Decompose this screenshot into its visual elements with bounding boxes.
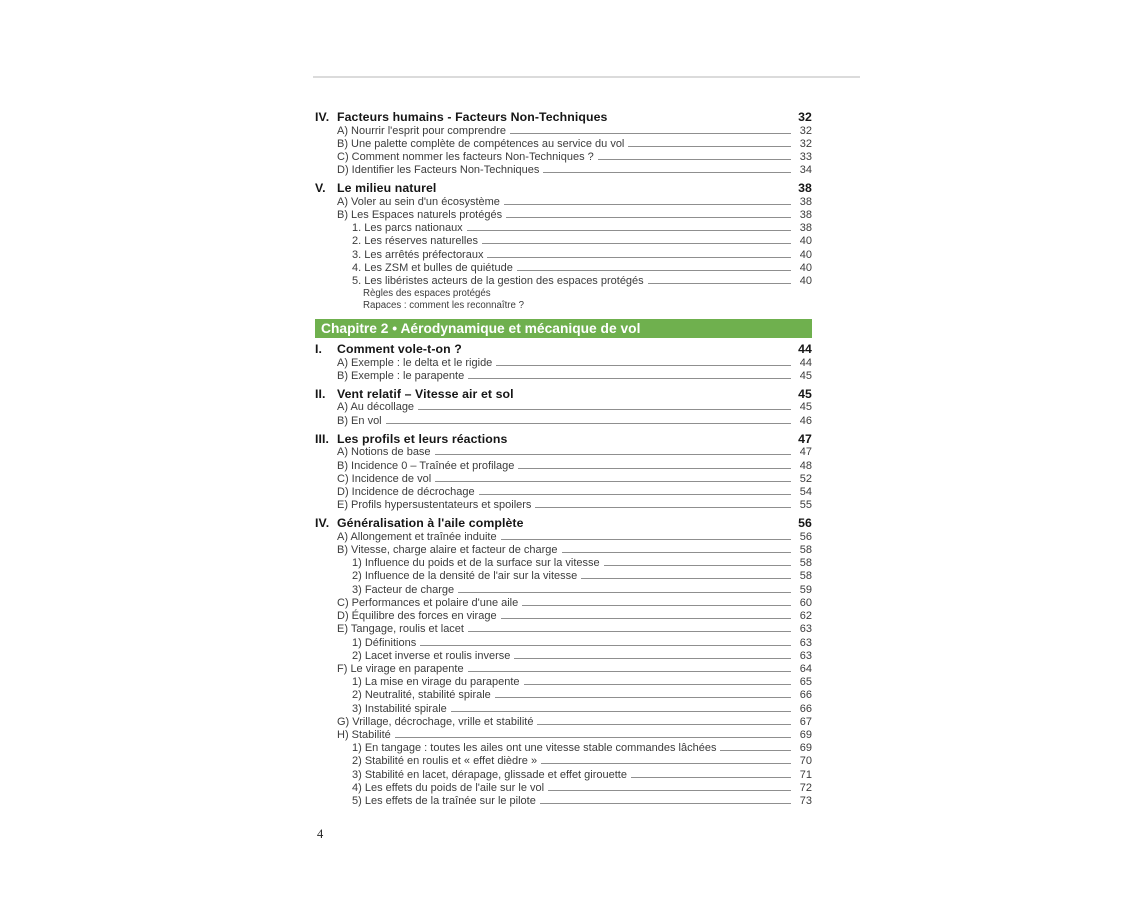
leader-line: [517, 270, 791, 271]
entry-page-number: 32: [799, 137, 812, 150]
toc-section-heading: [315, 387, 812, 402]
toc-entry: [315, 138, 812, 151]
entry-title: A) Notions de base: [337, 446, 431, 459]
section-numeral: IV.: [315, 516, 330, 531]
entry-page-number: 62: [799, 610, 812, 623]
entry-title: 3) Instabilité spirale: [352, 702, 447, 715]
section-title: Le milieu naturel: [337, 181, 437, 196]
entry-title: A) Exemple : le delta et le rigide: [337, 356, 493, 369]
leader-line: [604, 565, 791, 566]
leader-line: [468, 378, 791, 379]
section-title: Généralisation à l'aile complète: [337, 516, 524, 531]
toc-entry: [315, 235, 812, 248]
entry-page-number: 66: [799, 702, 812, 715]
entry-page-number: 40: [799, 261, 812, 274]
entry-title: B) Vitesse, charge alaire et facteur de charge: [337, 544, 558, 557]
leader-line: [543, 172, 791, 173]
entry-title: 1) Influence du poids et de la surface sur la vitesse: [352, 557, 600, 570]
toc-entry: [315, 544, 812, 557]
leader-line: [386, 423, 791, 424]
toc-entry: [315, 151, 812, 164]
entry-page-number: 45: [799, 369, 812, 382]
entry-page-number: 33: [799, 150, 812, 163]
entry-page-number: 73: [799, 794, 812, 807]
entry-page-number: 46: [799, 414, 812, 427]
entry-title: 4. Les ZSM et bulles de quiétude: [352, 261, 513, 274]
section-page-number: 44: [798, 342, 812, 357]
leader-line: [468, 631, 791, 632]
entry-title: E) Profils hypersustentateurs et spoilers: [337, 499, 532, 512]
section-title: Facteurs humains - Facteurs Non-Techniques: [337, 110, 608, 124]
toc-entry: [315, 597, 812, 610]
entry-page-number: 40: [799, 235, 812, 248]
entry-title: D) Incidence de décrochage: [337, 485, 475, 498]
leader-line: [598, 159, 791, 160]
entry-title: C) Performances et polaire d'une aile: [337, 596, 519, 609]
entry-page-number: 52: [799, 472, 812, 485]
chapter-header-bar: [315, 319, 812, 338]
leader-line: [482, 243, 791, 244]
toc-entry: [315, 769, 812, 782]
entry-title: G) Vrillage, décrochage, vrille et stabilité: [337, 715, 534, 728]
leader-line: [628, 146, 791, 147]
toc-entry: [315, 262, 812, 275]
toc-entry: [315, 125, 812, 138]
entry-page-number: 69: [799, 728, 812, 741]
leader-line: [420, 645, 791, 646]
entry-title: H) Stabilité: [337, 728, 391, 741]
toc-entry: [315, 755, 812, 768]
leader-line: [510, 133, 791, 134]
leader-line: [631, 777, 791, 778]
entry-title: D) Identifier les Facteurs Non-Techniques: [337, 164, 540, 177]
leader-line: [522, 605, 791, 606]
entry-page-number: 69: [799, 742, 812, 755]
entry-page-number: 56: [799, 530, 812, 543]
toc-section-heading: [315, 181, 812, 196]
section-numeral: IV.: [315, 110, 330, 124]
toc-entry: [315, 676, 812, 689]
toc-entry: [315, 531, 812, 544]
entry-page-number: 32: [799, 124, 812, 137]
leader-line: [501, 618, 791, 619]
entry-title: B) Exemple : le parapente: [337, 369, 465, 382]
toc-entry: [315, 446, 812, 459]
leader-line: [458, 592, 791, 593]
entry-page-number: 66: [799, 689, 812, 702]
toc-entry: [315, 650, 812, 663]
toc-entry: [315, 209, 812, 222]
leader-line: [496, 365, 791, 366]
page-number: 4: [317, 827, 324, 841]
section-numeral: III.: [315, 431, 330, 446]
entry-page-number: 63: [799, 636, 812, 649]
toc-entry: [315, 584, 812, 597]
entry-title: A) Voler au sein d'un écosystème: [337, 195, 500, 208]
entry-title: 3) Stabilité en lacet, dérapage, glissade et effet girouette: [352, 768, 627, 781]
entry-page-number: 72: [799, 781, 812, 794]
leader-line: [467, 230, 791, 231]
toc-section-heading: [315, 516, 812, 531]
toc-entry: [315, 415, 812, 428]
top-rule: [313, 76, 860, 78]
toc-entry: [315, 703, 812, 716]
entry-page-number: 59: [799, 583, 812, 596]
entry-page-number: 58: [799, 570, 812, 583]
leader-line: [540, 803, 791, 804]
entry-title: B) Incidence 0 – Traînée et profilage: [337, 459, 515, 472]
leader-line: [468, 671, 791, 672]
toc-entry: [315, 486, 812, 499]
entry-page-number: 38: [799, 222, 812, 235]
entry-page-number: 63: [799, 649, 812, 662]
entry-page-number: 40: [799, 275, 812, 288]
toc-entry: [315, 689, 812, 702]
toc-entry: [315, 663, 812, 676]
section-page-number: 38: [798, 181, 812, 196]
leader-line: [581, 578, 791, 579]
toc-entry: [315, 370, 812, 383]
entry-title: E) Tangage, roulis et lacet: [337, 623, 464, 636]
toc-entry: [315, 729, 812, 742]
leader-line: [541, 763, 791, 764]
leader-line: [435, 454, 791, 455]
entry-title: C) Comment nommer les facteurs Non-Techniques ?: [337, 150, 594, 163]
entry-title: D) Équilibre des forces en virage: [337, 610, 497, 623]
toc-note: [315, 300, 812, 311]
entry-title: F) Le virage en parapente: [337, 662, 464, 675]
entry-title: A) Nourrir l'esprit pour comprendre: [337, 124, 506, 137]
entry-title: 1) En tangage : toutes les ailes ont une vitesse stable commandes lâchées: [352, 742, 717, 755]
toc-note: [315, 288, 812, 299]
section-title: Les profils et leurs réactions: [337, 431, 508, 446]
leader-line: [548, 790, 791, 791]
entry-title: 5. Les libéristes acteurs de la gestion des espaces protégés: [352, 275, 644, 288]
toc-entry: [315, 164, 812, 177]
toc-section-heading: [315, 432, 812, 447]
entry-title: B) En vol: [337, 414, 382, 427]
leader-line: [720, 750, 791, 751]
entry-title: 2) Influence de la densité de l'air sur la vitesse: [352, 570, 578, 583]
toc-entry: [315, 637, 812, 650]
entry-title: A) Allongement et traînée induite: [337, 530, 497, 543]
leader-line: [562, 552, 791, 553]
toc-entry: [315, 716, 812, 729]
section-title: Comment vole-t-on ?: [337, 342, 462, 357]
leader-line: [479, 494, 791, 495]
leader-line: [648, 283, 791, 284]
toc-entry: [315, 557, 812, 570]
entry-page-number: 54: [799, 485, 812, 498]
entry-title: 2) Stabilité en roulis et « effet dièdre »: [352, 755, 538, 768]
entry-title: A) Au décollage: [337, 401, 415, 414]
chapter-title: Chapitre 2 • Aérodynamique et mécanique de vol: [321, 321, 641, 337]
toc-entry: [315, 222, 812, 235]
entry-title: 2. Les réserves naturelles: [352, 235, 478, 248]
entry-page-number: 70: [799, 755, 812, 768]
entry-title: 2) Lacet inverse et roulis inverse: [352, 649, 511, 662]
entry-page-number: 63: [799, 623, 812, 636]
leader-line: [487, 257, 791, 258]
entry-page-number: 58: [799, 557, 812, 570]
leader-line: [451, 711, 791, 712]
entry-title: B) Une palette complète de compétences au service du vol: [337, 137, 625, 150]
section-numeral: I.: [315, 342, 323, 357]
entry-page-number: 45: [799, 401, 812, 414]
toc-section-heading: [315, 110, 812, 125]
leader-line: [506, 217, 791, 218]
toc-entry: [315, 570, 812, 583]
leader-line: [537, 724, 791, 725]
toc-entry: [315, 473, 812, 486]
leader-line: [495, 697, 791, 698]
toc-section-heading: [315, 342, 812, 357]
toc-entry: [315, 610, 812, 623]
section-page-number: 56: [798, 516, 812, 531]
entry-title: C) Incidence de vol: [337, 472, 432, 485]
toc-entry: [315, 742, 812, 755]
entry-page-number: 65: [799, 676, 812, 689]
leader-line: [535, 507, 791, 508]
leader-line: [395, 737, 791, 738]
entry-title: B) Les Espaces naturels protégés: [337, 209, 503, 222]
entry-title: 2) Neutralité, stabilité spirale: [352, 689, 491, 702]
entry-page-number: 71: [799, 768, 812, 781]
note-title: Règles des espaces protégés: [363, 288, 491, 300]
entry-title: 1. Les parcs nationaux: [352, 222, 463, 235]
entry-page-number: 48: [799, 459, 812, 472]
entry-page-number: 38: [799, 195, 812, 208]
entry-page-number: 38: [799, 209, 812, 222]
toc-entry: [315, 249, 812, 262]
entry-title: 1) La mise en virage du parapente: [352, 676, 520, 689]
leader-line: [418, 409, 791, 410]
toc-entry: [315, 401, 812, 414]
entry-title: 3) Facteur de charge: [352, 583, 455, 596]
section-numeral: V.: [315, 181, 326, 196]
leader-line: [501, 539, 791, 540]
toc-entry: [315, 795, 812, 808]
entry-page-number: 60: [799, 596, 812, 609]
leader-line: [435, 481, 791, 482]
entry-title: 5) Les effets de la traînée sur le pilote: [352, 794, 536, 807]
entry-page-number: 47: [799, 446, 812, 459]
section-page-number: 47: [798, 431, 812, 446]
section-numeral: II.: [315, 386, 326, 401]
entry-page-number: 55: [799, 499, 812, 512]
toc-entry: [315, 196, 812, 209]
entry-page-number: 40: [799, 248, 812, 261]
note-title: Rapaces : comment les reconnaître ?: [363, 299, 524, 311]
toc-list: [315, 106, 812, 808]
leader-line: [504, 204, 791, 205]
entry-page-number: 34: [799, 164, 812, 177]
entry-page-number: 64: [799, 662, 812, 675]
section-page-number: 32: [798, 110, 812, 124]
entry-title: 1) Définitions: [352, 636, 417, 649]
entry-page-number: 44: [799, 356, 812, 369]
toc-entry: [315, 623, 812, 636]
toc-entry: [315, 357, 812, 370]
entry-page-number: 58: [799, 544, 812, 557]
section-title: Vent relatif – Vitesse air et sol: [337, 386, 514, 401]
entry-title: 3. Les arrêtés préfectoraux: [352, 248, 484, 261]
toc-entry: [315, 782, 812, 795]
toc-entry: [315, 499, 812, 512]
toc-entry: [315, 275, 812, 288]
entry-title: 4) Les effets du poids de l'aile sur le vol: [352, 781, 545, 794]
leader-line: [518, 468, 791, 469]
leader-line: [524, 684, 791, 685]
leader-line: [514, 658, 791, 659]
toc-entry: [315, 460, 812, 473]
section-page-number: 45: [798, 386, 812, 401]
entry-page-number: 67: [799, 715, 812, 728]
